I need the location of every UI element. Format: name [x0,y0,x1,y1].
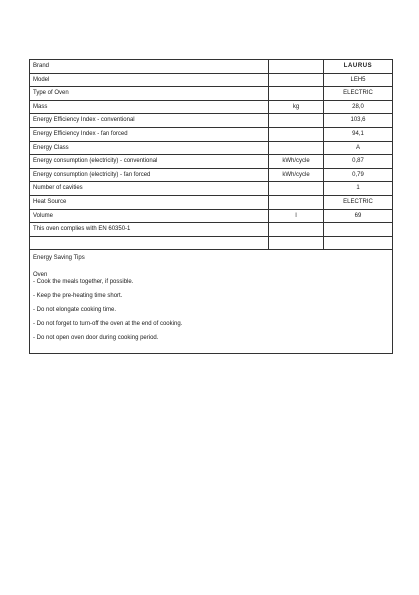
row-value: ELECTRIC [324,195,393,209]
row-label: Number of cavities [30,182,269,196]
row-label: Energy Efficiency Index - conventional [30,114,269,128]
row-label: This oven complies with EN 60350-1 [30,223,269,237]
row-value: 94,1 [324,127,393,141]
row-unit [269,114,324,128]
tip-item: - Do not elongate cooking time. [33,307,117,314]
product-fiche [29,59,391,354]
row-value: 28,0 [324,100,393,114]
row-unit [269,127,324,141]
row-value: 103,6 [324,114,393,128]
row-unit [269,223,324,237]
table-row [30,223,393,237]
row-label: Heat Source [30,195,269,209]
row-unit: l [269,209,324,223]
row-value: 0,87 [324,155,393,169]
row-unit: kWh/cycle [269,168,324,182]
row-value: LEH5 [324,73,393,87]
row-unit [269,73,324,87]
table-row [30,209,393,223]
tip-item: - Do not forget to turn-off the oven at the end of cooking. [33,321,183,328]
row-unit [269,195,324,209]
spec-table [29,59,393,250]
row-label: Energy consumption (electricity) - conventional [30,155,269,169]
table-row [30,236,393,250]
row-value [324,223,393,237]
row-label: Energy consumption (electricity) - fan forced [30,168,269,182]
table-row [30,195,393,209]
tip-item: - Do not open oven door during cooking period. [33,335,159,342]
row-label [30,236,269,250]
row-unit [269,87,324,101]
row-label: Mass [30,100,269,114]
table-row [30,114,393,128]
row-unit: kWh/cycle [269,155,324,169]
brand-logo: LAURUS [324,60,393,74]
row-unit [269,182,324,196]
row-label: Type of Oven [30,87,269,101]
table-row [30,73,393,87]
row-unit [269,60,324,74]
table-row [30,141,393,155]
row-value: A [324,141,393,155]
table-row [30,100,393,114]
row-value: 1 [324,182,393,196]
table-row [30,60,393,74]
tips-group-label: Oven [33,272,48,279]
row-unit: kg [269,100,324,114]
row-unit [269,236,324,250]
row-label: Energy Class [30,141,269,155]
row-value: 69 [324,209,393,223]
row-value: ELECTRIC [324,87,393,101]
row-label: Volume [30,209,269,223]
table-row [30,168,393,182]
tips-title: Energy Saving Tips [33,255,85,262]
row-value [324,236,393,250]
table-row [30,182,393,196]
row-unit [269,141,324,155]
tip-item: - Keep the pre-heating time short. [33,293,123,300]
tip-item: - Cook the meals together, if possible. [33,279,134,286]
row-label: Brand [30,60,269,74]
table-row [30,155,393,169]
table-row [30,127,393,141]
row-label: Energy Efficiency Index - fan forced [30,127,269,141]
table-row [30,87,393,101]
row-label: Model [30,73,269,87]
energy-saving-tips [29,250,393,354]
row-value: 0,79 [324,168,393,182]
